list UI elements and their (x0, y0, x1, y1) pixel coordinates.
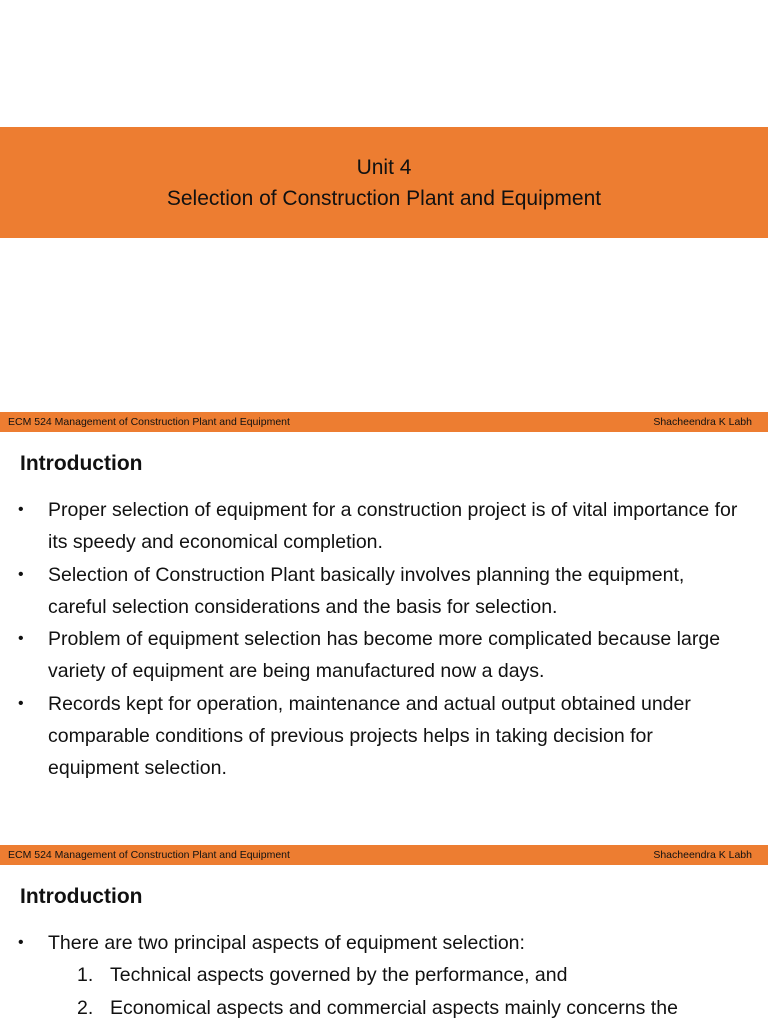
bullet-item (0, 927, 768, 959)
slide-footer (0, 845, 768, 865)
item-number: 2. (77, 996, 94, 1019)
bullet-icon: • (18, 630, 24, 648)
slide-heading: Introduction (20, 452, 143, 475)
intro-slide-1 (0, 432, 768, 845)
item-text: Economical aspects and commercial aspects mainly concerns the (110, 996, 678, 1019)
footer-course: ECM 524 Management of Construction Plant and Equipment (8, 416, 290, 428)
bullet-icon: • (18, 565, 24, 583)
bullet-item (0, 494, 768, 559)
footer-author: Shacheendra K Labh (653, 849, 752, 861)
title-slide (0, 0, 768, 412)
bullet-text: There are two principal aspects of equipment selection: (48, 932, 525, 954)
title-band (0, 127, 768, 238)
unit-title: Unit 4 (356, 155, 412, 179)
bullet-item (0, 688, 768, 785)
numbered-item (0, 992, 768, 1024)
numbered-item (0, 959, 768, 991)
bullet-text: Selection of Construction Plant basically involves planning the equipment, careful selection considerations and the basis for selection. (48, 563, 685, 618)
footer-course: ECM 524 Management of Construction Plant and Equipment (8, 849, 290, 861)
slide-heading: Introduction (20, 885, 143, 908)
bullet-icon: • (18, 501, 24, 518)
bullet-list (0, 927, 768, 1024)
bullet-item (0, 559, 768, 624)
bullet-item (0, 623, 768, 688)
bullet-text: Records kept for operation, maintenance and actual output obtained under comparable conditions of previous projects helps in taking decision for equipment selection. (48, 692, 691, 780)
bullet-list (0, 494, 768, 785)
bullet-icon: • (18, 694, 24, 712)
item-text: Technical aspects governed by the performance, and (110, 964, 568, 987)
slide-title: Selection of Construction Plant and Equipment (166, 186, 602, 210)
intro-slide-2 (0, 865, 768, 1024)
bullet-icon: • (18, 934, 24, 951)
bullet-text: Proper selection of equipment for a construction project is of vital importance for its speedy and economical completion. (48, 499, 738, 554)
bullet-text: Problem of equipment selection has become more complicated because large variety of equipment are being manufactured now a days. (48, 628, 721, 683)
item-number: 1. (77, 964, 94, 987)
footer-author: Shacheendra K Labh (653, 416, 752, 428)
slide-footer (0, 412, 768, 432)
